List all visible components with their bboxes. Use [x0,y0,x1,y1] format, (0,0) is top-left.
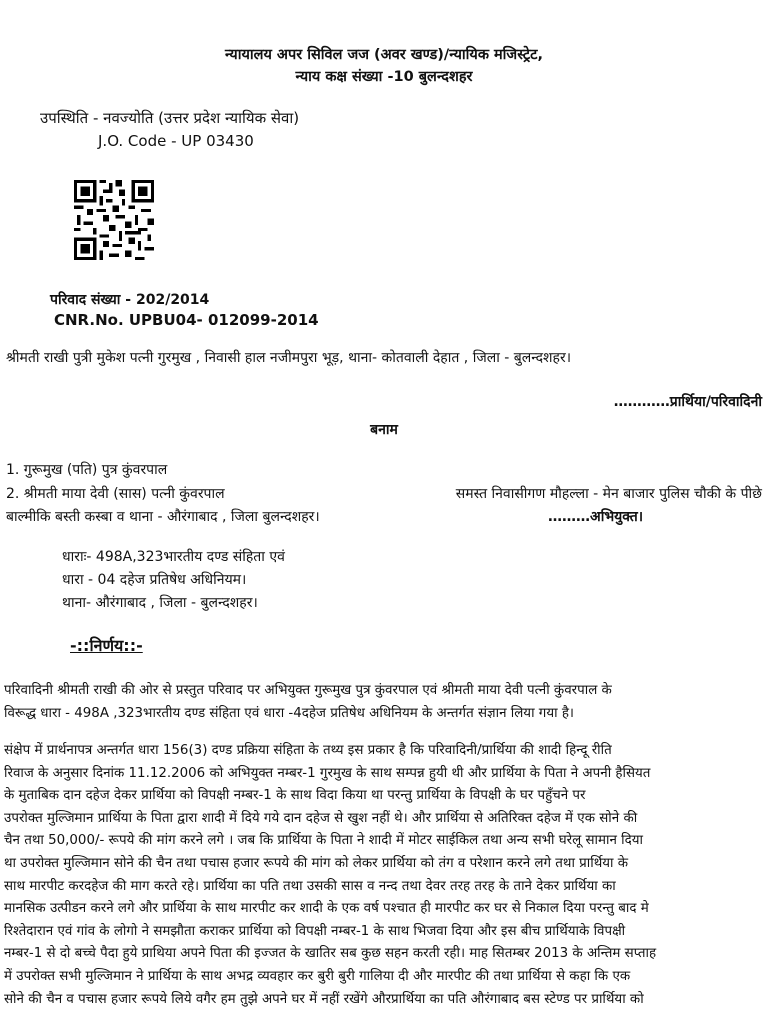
paragraph-1-line: विरूद्ध धारा - 498A ,323भारतीय दण्ड संहिता एवं धारा -4दहेज प्रतिषेध अधिनियम के अन्तर्गत संज्ञान लिया गया है। [4,705,575,721]
presiding-officer: उपस्थिति - नवज्योति (उत्तर प्रदेश न्यायिक सेवा) [40,109,300,127]
versus-label: बनाम [370,422,398,438]
paragraph-2-line: रिश्तेदारान एवं गांव के लोगो ने समझौता कराकर प्रार्थिया को विपक्षी नम्बर-1 के साथ भिजवा दिया और इस बीच प्रार्थियाके विपक्षी [4,923,626,939]
accused-2: 2. श्रीमती माया देवी (सास) पत्नी कुंवरपाल [6,486,225,502]
qr-code-icon [74,180,154,260]
paragraph-2-line: साथ मारपीट करदहेज की माग करते रहे। प्रार्थिया का पति तथा उसकी सास व नन्द तथा देवर तरह तरह के ताने देकर प्रार्थिया का [4,878,616,894]
complainant-role: …………प्रार्थिया/परिवादिनी [613,394,762,410]
paragraph-2-line: में उपरोक्त सभी मुल्जिमान ने प्रार्थिया के साथ अभद्र व्यवहार कर बुरी बुरी गालिया दी और मारपीट की तथा प्रार्थिया से कहा कि एक [4,968,631,984]
accused-address-a: समस्त निवासीगण मौहल्ला - मेन बाजार पुलिस चौकी के पीछे [455,486,762,502]
sections-line3: थाना- औरंगाबाद , जिला - बुलन्दशहर। [62,595,258,611]
court-name-line2: न्याय कक्ष संख्या -10 बुलन्दशहर [295,69,473,85]
paragraph-2-line: था उपरोक्त मुल्जिमान सोने की चैन तथा पचास हजार रूपये की मांग को लेकर प्रार्थिया को तंग व परेशान करने लगे तथा प्रार्थिया के [4,855,629,871]
sections-line1: धाराः- 498A,323भारतीय दण्ड संहिता एवं [62,549,285,565]
accused-1: 1. गुरूमुख (पति) पुत्र कुंवरपाल [6,462,168,478]
paragraph-2-line: रिवाज के अनुसार दिनांक 11.12.2006 को अभियुक्त नम्बर-1 गुरमुख के साथ सम्पन्न हुयी थी और प्रार्थिया के पिता ने अपनी हैसियत [4,765,651,781]
paragraph-2-line: चैन तथा 50,000/- रूपये की मांग करने लगे । जब कि प्रार्थिया के पिता ने शादी में मोटर साईकिल तथा अन्य सभी घरेलू सामान दिया [4,833,643,849]
accused-role: ………अभियुक्त। [548,509,644,525]
case-number: परिवाद संख्या - 202/2014 [50,292,210,308]
paragraph-1 [4,680,764,726]
paragraph-1-line: परिवादिनी श्रीमती राखी की ओर से प्रस्तुत परिवाद पर अभियुक्त गुरूमुख पुत्र कुंवरपाल एवं श्रीमती माया देवी पत्नी कुंवरपाल के [4,683,612,698]
paragraph-2-line: के मुताबिक दान दहेज देकर प्रार्थिया को विपक्षी नम्बर-1 के साथ विदा किया था परन्तु प्रार्थिया के विपक्षी के घर पहुँचने पर [4,788,586,804]
paragraph-2-line: सोने की चैन व पचास हजार रूपये लिये वगैर हम तुझे अपने घर में नहीं रखेंगे औरप्रार्थिया का पति औरंगाबाद बस स्टेण्ड पर प्रार्थिया को [4,991,644,1007]
accused-address-b: बाल्मीकि बस्ती कस्बा व थाना - औरंगाबाद , जिला बुलन्दशहर। [6,509,320,525]
paragraph-2 [4,740,764,1011]
sections-line2: धारा - 04 दहेज प्रतिषेध अधिनियम। [62,572,247,588]
paragraph-2-line: नम्बर-1 से दो बच्चे पैदा हुये प्राथिया अपने पिता की इज्जत के खातिर सब कुछ सहन करती रही। माह सितम्बर 2013 के अन्तिम सप्ताह [4,946,657,962]
judgment-heading: -::निर्णय::- [70,636,143,655]
paragraph-2-line: संक्षेप में प्रार्थनापत्र अन्तर्गत धारा 156(3) दण्ड प्रक्रिया संहिता के तथ्य इस प्रकार है कि परिवादिनी/प्रार्थिया की शादी हिन्दू रीति [4,743,612,758]
cnr-number: CNR.No. UPBU04- 012099-2014 [54,311,319,329]
paragraph-2-line: उपरोक्त मुल्जिमान प्रार्थिया के पिता द्वारा शादी में दिये गये दान दहेज से खुश नहीं थे। और प्रार्थिया से अतिरिक्त दहेज में एक सोने की [4,810,638,826]
paragraph-2-line: मानसिक उत्पीडन करने लगे और प्रार्थिया के साथ मारपीट कर शादी के एक वर्ष पश्चात ही मारपीट कर घर से निकाल दिया परन्तु बाद मे [4,901,649,917]
jo-code: J.O. Code - UP 03430 [98,132,254,150]
court-name-line1: न्यायालय अपर सिविल जज (अवर खण्ड)/न्यायिक मजिस्ट्रेट, [225,47,543,63]
complainant-details: श्रीमती राखी पुत्री मुकेश पत्नी गुरमुख , निवासी हाल नजीमपुरा भूड़, थाना- कोतवाली देहात , जिला - बुलन्दशहर। [6,350,572,366]
